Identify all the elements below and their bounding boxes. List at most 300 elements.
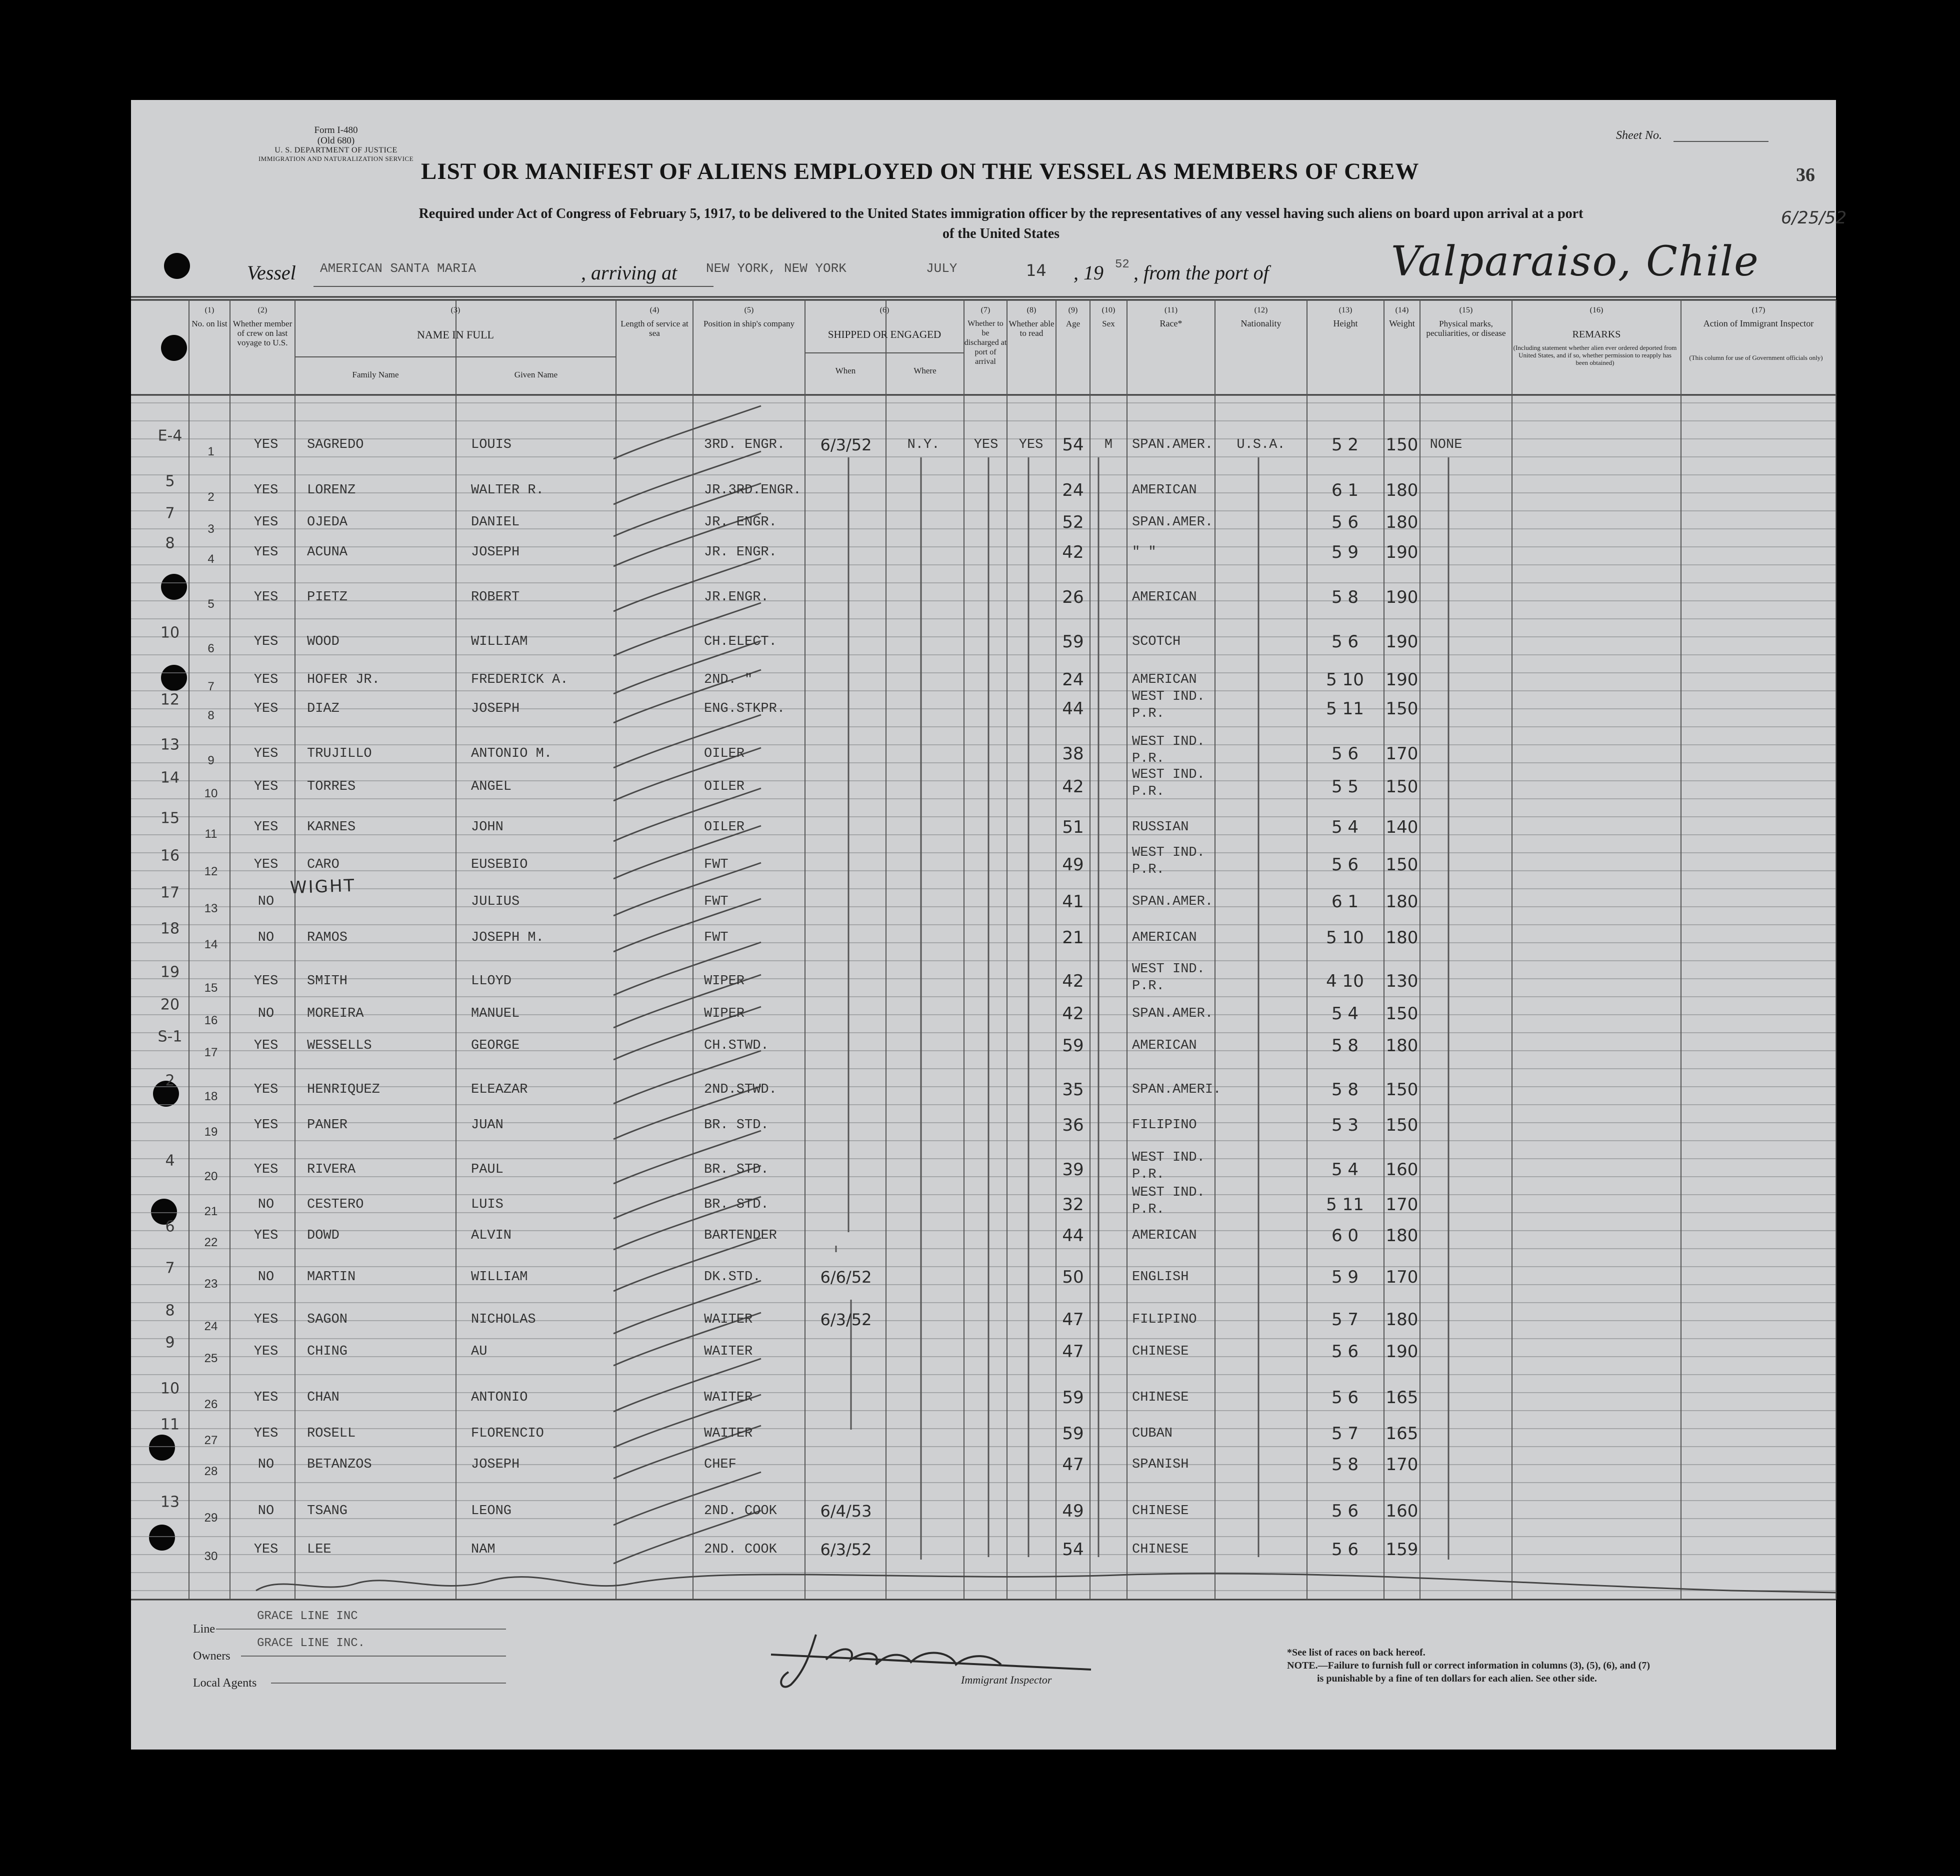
page-title: LIST OR MANIFEST OF ALIENS EMPLOYED ON THE VESSEL AS MEMBERS OF CREW xyxy=(421,158,1420,184)
vessel-label: Vessel xyxy=(247,261,296,284)
race: AMERICAN xyxy=(1132,672,1197,687)
race-line2: P.R. xyxy=(1132,784,1164,799)
age: 21 xyxy=(1062,928,1084,948)
given-name-header: Given Name xyxy=(514,370,558,379)
height: 5 6 xyxy=(1331,512,1359,532)
weight: 180 xyxy=(1386,480,1418,500)
when-header: When xyxy=(835,366,856,375)
race: CHINESE xyxy=(1132,1504,1189,1519)
shipped-when: 6/4/53 xyxy=(820,1502,872,1521)
row-number: 10 xyxy=(204,787,218,800)
inspector-note: (This column for use of Government officials only) xyxy=(1689,354,1823,361)
race: AMERICAN xyxy=(1132,1038,1197,1053)
previous-voyage: YES xyxy=(254,746,278,761)
given-name: FREDERICK A. xyxy=(471,672,568,687)
position: ENG.STKPR. xyxy=(704,701,786,716)
inspector-signature xyxy=(741,1625,1121,1695)
column-number: (4) xyxy=(650,306,660,314)
from-port: Valparaiso, Chile xyxy=(1391,238,1760,285)
family-name: SMITH xyxy=(307,974,348,989)
weight: 150 xyxy=(1386,1115,1418,1135)
manifest-sheet xyxy=(131,100,1847,1750)
position: JR. ENGR. xyxy=(704,545,777,560)
column-header xyxy=(1007,306,1056,338)
column-number: (6) xyxy=(880,306,890,314)
margin-number: 13 xyxy=(160,1493,180,1511)
row-number: 3 xyxy=(208,522,214,536)
age: 24 xyxy=(1062,670,1084,690)
height: 5 4 xyxy=(1331,1004,1359,1024)
column-number: (1) xyxy=(204,306,214,314)
previous-voyage: YES xyxy=(254,634,278,649)
height: 4 10 xyxy=(1326,971,1364,991)
race: AMERICAN xyxy=(1132,1228,1197,1243)
race: CHINESE xyxy=(1132,1344,1189,1359)
able-to-read: YES xyxy=(1018,437,1044,452)
family-name: HENRIQUEZ xyxy=(307,1082,380,1097)
row-number: 4 xyxy=(208,552,214,566)
race: AMERICAN xyxy=(1132,483,1197,498)
row-number: 7 xyxy=(208,680,214,693)
column-header xyxy=(295,306,616,339)
column-label: Weight xyxy=(1389,318,1415,328)
column-header xyxy=(189,306,230,328)
age: 44 xyxy=(1062,699,1084,719)
given-name: JOSEPH xyxy=(471,545,520,560)
family-name: SAGON xyxy=(307,1312,348,1327)
column-label: Height xyxy=(1333,318,1358,328)
column-header xyxy=(1090,306,1127,328)
family-name: PANER xyxy=(307,1118,348,1133)
row-number: 22 xyxy=(204,1236,218,1249)
previous-voyage: YES xyxy=(254,545,278,560)
given-name: ANGEL xyxy=(471,779,512,794)
service: IMMIGRATION AND NATURALIZATION SERVICE xyxy=(258,155,414,162)
position: WIPER xyxy=(704,1006,745,1021)
height: 5 8 xyxy=(1331,1036,1359,1056)
row-number: 2 xyxy=(208,490,214,504)
penalty-note-2: is punishable by a fine of ten dollars for each alien. See other side. xyxy=(1317,1673,1597,1684)
age: 59 xyxy=(1062,632,1084,652)
family-name: HOFER JR. xyxy=(307,672,380,687)
age: 54 xyxy=(1062,1540,1084,1560)
family-name: CHING xyxy=(307,1344,348,1359)
family-name: DIAZ xyxy=(307,701,340,716)
line-underline xyxy=(216,1629,506,1630)
race-line2: P.R. xyxy=(1132,1202,1164,1217)
column-number: (12) xyxy=(1254,306,1268,314)
position: 2ND. " xyxy=(704,672,753,687)
column-header xyxy=(1512,306,1681,339)
column-number: (5) xyxy=(744,306,754,314)
weight: 180 xyxy=(1386,928,1418,948)
column-header xyxy=(1127,306,1215,328)
race: SPAN.AMER. xyxy=(1132,437,1214,452)
weight: 190 xyxy=(1386,1342,1418,1362)
race: AMERICAN xyxy=(1132,930,1197,945)
family-name: CESTERO xyxy=(307,1197,364,1212)
height: 5 6 xyxy=(1331,632,1359,652)
penalty-note-1: NOTE.—Failure to furnish full or correct information in columns (3), (5), (6), and (7) xyxy=(1287,1660,1650,1671)
column-header xyxy=(964,306,1007,366)
height: 5 9 xyxy=(1331,542,1359,562)
previous-voyage: YES xyxy=(254,672,278,687)
age: 47 xyxy=(1062,1455,1084,1475)
weight: 160 xyxy=(1386,1160,1418,1180)
previous-voyage: YES xyxy=(254,1082,278,1097)
race-line2: P.R. xyxy=(1132,1167,1164,1182)
owners-value: GRACE LINE INC. xyxy=(257,1637,366,1650)
row-number: 9 xyxy=(208,754,214,767)
column-header xyxy=(230,306,295,347)
weight: 180 xyxy=(1386,892,1418,912)
column-label: REMARKS xyxy=(1572,329,1621,340)
given-name: ELEAZAR xyxy=(471,1082,528,1097)
given-name: JOHN xyxy=(471,820,504,835)
family-name: MARTIN xyxy=(307,1270,356,1285)
race: FILIPINO xyxy=(1132,1118,1197,1133)
margin-number: 16 xyxy=(160,847,180,865)
date-note: 6/25/52 xyxy=(1781,208,1847,228)
column-number: (10) xyxy=(1102,306,1116,314)
weight: 170 xyxy=(1386,1267,1418,1287)
margin-number: 13 xyxy=(160,736,180,754)
given-name: LEONG xyxy=(471,1504,512,1519)
height: 6 1 xyxy=(1331,480,1359,500)
shipped-when: 6/3/52 xyxy=(820,1540,872,1559)
given-name: MANUEL xyxy=(471,1006,520,1021)
age: 42 xyxy=(1062,971,1084,991)
previous-voyage: NO xyxy=(258,1197,274,1212)
margin-number: 10 xyxy=(160,624,180,642)
height: 5 10 xyxy=(1326,670,1364,690)
column-label: Length of service at sea xyxy=(620,319,688,338)
age: 59 xyxy=(1062,1388,1084,1408)
weight: 190 xyxy=(1386,542,1418,562)
weight: 140 xyxy=(1386,817,1418,837)
age: 52 xyxy=(1062,512,1084,532)
height: 5 4 xyxy=(1331,1160,1359,1180)
given-name: JOSEPH xyxy=(471,1457,520,1472)
position: BR. STD. xyxy=(704,1197,769,1212)
column-label: Age xyxy=(1066,319,1080,328)
column-header xyxy=(1056,306,1090,328)
age: 38 xyxy=(1062,744,1084,764)
margin-number: 20 xyxy=(160,996,180,1014)
column-label: NAME IN FULL xyxy=(417,328,494,341)
margin-number: 19 xyxy=(160,963,180,981)
margin-number: 11 xyxy=(160,1416,180,1434)
sheet-number-label: Sheet No. xyxy=(1616,129,1662,142)
race: CUBAN xyxy=(1132,1426,1173,1441)
margin-number: 18 xyxy=(160,920,180,938)
weight: 130 xyxy=(1386,971,1418,991)
column-label: Action of Immigrant Inspector xyxy=(1703,318,1814,328)
height: 6 1 xyxy=(1331,892,1359,912)
position: JR.ENGR. xyxy=(704,590,769,605)
position: BARTENDER xyxy=(704,1228,777,1243)
column-number: (16) xyxy=(1590,306,1604,314)
position: CHEF xyxy=(704,1457,736,1472)
column-number: (14) xyxy=(1395,306,1409,314)
family-name: RIVERA xyxy=(307,1162,356,1177)
position: 2ND.STWD. xyxy=(704,1082,777,1097)
margin-number: 8 xyxy=(165,1302,175,1320)
given-name: ALVIN xyxy=(471,1228,512,1243)
weight: 150 xyxy=(1386,435,1418,455)
family-name: WOOD xyxy=(307,634,340,649)
age: 59 xyxy=(1062,1424,1084,1444)
row-number: 14 xyxy=(204,938,218,951)
given-name: LOUIS xyxy=(471,437,512,452)
race: CHINESE xyxy=(1132,1542,1189,1557)
margin-number: 17 xyxy=(160,884,180,902)
age: 42 xyxy=(1062,777,1084,797)
weight: 150 xyxy=(1386,1004,1418,1024)
agents-underline xyxy=(271,1683,506,1684)
row-number: 30 xyxy=(204,1550,218,1563)
given-name: WILLIAM xyxy=(471,1270,528,1285)
given-name: AU xyxy=(471,1344,488,1359)
race: FILIPINO xyxy=(1132,1312,1197,1327)
margin-number: E-4 xyxy=(158,427,182,445)
race: SPAN.AMER. xyxy=(1132,1006,1214,1021)
given-name: JOSEPH M. xyxy=(471,930,544,945)
height: 5 11 xyxy=(1326,1195,1364,1215)
given-name: FLORENCIO xyxy=(471,1426,544,1441)
age: 32 xyxy=(1062,1195,1084,1215)
given-name: ANTONIO xyxy=(471,1390,528,1405)
race: SPAN.AMER. xyxy=(1132,515,1214,530)
weight: 170 xyxy=(1386,1195,1418,1215)
weight: 150 xyxy=(1386,699,1418,719)
race: WEST IND. xyxy=(1132,845,1205,860)
race-note: *See list of races on back hereof. xyxy=(1287,1647,1426,1658)
age: 41 xyxy=(1062,892,1084,912)
given-name: DANIEL xyxy=(471,515,520,530)
height: 5 8 xyxy=(1331,587,1359,607)
column-header xyxy=(1215,306,1307,328)
height: 5 6 xyxy=(1331,1342,1359,1362)
column-label: Physical marks, peculiarities, or disease xyxy=(1426,319,1506,338)
previous-voyage: YES xyxy=(254,701,278,716)
row-number: 26 xyxy=(204,1398,218,1411)
age: 36 xyxy=(1062,1115,1084,1135)
column-label: Nationality xyxy=(1240,318,1282,328)
column-number: (17) xyxy=(1752,306,1766,314)
race: ENGLISH xyxy=(1132,1270,1189,1285)
given-name: JULIUS xyxy=(471,894,520,909)
margin-number: 15 xyxy=(160,809,180,827)
owners-underline xyxy=(241,1656,506,1657)
row-number: 11 xyxy=(204,827,218,841)
previous-voyage: YES xyxy=(254,515,278,530)
height: 5 6 xyxy=(1331,855,1359,875)
race-line2: P.R. xyxy=(1132,751,1164,766)
row-number: 1 xyxy=(208,445,214,458)
family-name: KARNES xyxy=(307,820,356,835)
race-line2: P.R. xyxy=(1132,979,1164,994)
page-number: 36 xyxy=(1796,164,1815,185)
weight: 180 xyxy=(1386,512,1418,532)
previous-voyage: NO xyxy=(258,930,274,945)
given-name: GEORGE xyxy=(471,1038,520,1053)
previous-voyage: NO xyxy=(258,1006,274,1021)
weight: 150 xyxy=(1386,1080,1418,1100)
race: WEST IND. xyxy=(1132,1185,1205,1200)
previous-voyage: YES xyxy=(254,820,278,835)
column-number: (8) xyxy=(1026,306,1036,314)
position: WAITER xyxy=(704,1344,753,1359)
row-number: 12 xyxy=(204,865,218,878)
age: 49 xyxy=(1062,1501,1084,1521)
margin-number: 2 xyxy=(165,1072,175,1090)
row-number: 23 xyxy=(204,1277,218,1291)
race: SCOTCH xyxy=(1132,634,1181,649)
height: 5 10 xyxy=(1326,928,1364,948)
column-header xyxy=(1384,306,1420,328)
row-number: 18 xyxy=(204,1090,218,1103)
column-number: (3) xyxy=(450,306,460,314)
family-name: PIETZ xyxy=(307,590,348,605)
shipped-when: 6/3/52 xyxy=(820,435,872,454)
column-label: No. on list xyxy=(192,319,228,328)
previous-voyage: NO xyxy=(258,1270,274,1285)
position: DK.STD. xyxy=(704,1270,761,1285)
previous-voyage: YES xyxy=(254,1390,278,1405)
race: WEST IND. xyxy=(1132,734,1205,749)
height: 5 6 xyxy=(1331,744,1359,764)
row-number: 8 xyxy=(208,709,214,722)
previous-voyage: YES xyxy=(254,1118,278,1133)
position: JR. ENGR. xyxy=(704,515,777,530)
given-name: JOSEPH xyxy=(471,701,520,716)
family-name: CHAN xyxy=(307,1390,340,1405)
subtitle: Required under Act of Congress of February 5, 1917, to be delivered to the United States immigration officer by the representatives of any vessel having such aliens on board upon arrival at a port of the United States xyxy=(418,206,1584,241)
race: SPANISH xyxy=(1132,1457,1189,1472)
previous-voyage: YES xyxy=(254,1228,278,1243)
remarks-note: (Including statement whether alien ever ordered deported from United States, and if so, whether permission to reapply has been obtained) xyxy=(1513,344,1677,366)
age: 49 xyxy=(1062,855,1084,875)
previous-voyage: YES xyxy=(254,1344,278,1359)
age: 51 xyxy=(1062,817,1084,837)
given-name: NAM xyxy=(471,1542,496,1557)
height: 5 6 xyxy=(1331,1540,1359,1560)
column-label: Whether to be discharged at port of arrival xyxy=(964,319,1007,366)
age: 47 xyxy=(1062,1310,1084,1330)
column-label: Whether able to read xyxy=(1008,319,1054,338)
position: WAITER xyxy=(704,1390,753,1405)
family-name: OJEDA xyxy=(307,515,348,530)
position: FWT xyxy=(704,894,728,909)
margin-number: 12 xyxy=(160,691,180,709)
family-name: MOREIRA xyxy=(307,1006,364,1021)
age: 42 xyxy=(1062,542,1084,562)
old-form-number: (Old 680) xyxy=(317,135,355,146)
family-name: WESSELLS xyxy=(307,1038,372,1053)
weight: 180 xyxy=(1386,1226,1418,1246)
weight: 150 xyxy=(1386,777,1418,797)
from-port-label: , from the port of xyxy=(1134,261,1269,284)
race-line2: P.R. xyxy=(1132,862,1164,877)
given-name: WILLIAM xyxy=(471,634,528,649)
weight: 190 xyxy=(1386,670,1418,690)
column-number: (9) xyxy=(1068,306,1078,314)
age: 44 xyxy=(1062,1226,1084,1246)
position: FWT xyxy=(704,930,728,945)
discharged: YES xyxy=(974,437,998,452)
column-header xyxy=(805,306,964,339)
margin-number: 10 xyxy=(160,1380,180,1398)
race: AMERICAN xyxy=(1132,590,1197,605)
height: 5 8 xyxy=(1331,1455,1359,1475)
department: U. S. DEPARTMENT OF JUSTICE xyxy=(274,146,398,154)
height: 5 7 xyxy=(1331,1424,1359,1444)
margin-number: 7 xyxy=(165,1259,175,1277)
height: 5 3 xyxy=(1331,1115,1359,1135)
position: CH.ELECT. xyxy=(704,634,777,649)
column-label: Race* xyxy=(1160,318,1182,328)
height: 5 7 xyxy=(1331,1310,1359,1330)
previous-voyage: YES xyxy=(254,1312,278,1327)
row-number: 6 xyxy=(208,642,214,655)
given-name: LLOYD xyxy=(471,974,512,989)
given-name: JUAN xyxy=(471,1118,504,1133)
previous-voyage: YES xyxy=(254,857,278,872)
arrival-month: JULY xyxy=(926,261,958,276)
age: 42 xyxy=(1062,1004,1084,1024)
height: 5 6 xyxy=(1331,1501,1359,1521)
row-number: 13 xyxy=(204,902,218,915)
previous-voyage: NO xyxy=(258,1457,274,1472)
shipped-where: N.Y. xyxy=(907,437,940,452)
row-number: 17 xyxy=(204,1046,218,1059)
height: 5 11 xyxy=(1326,699,1364,719)
previous-voyage: YES xyxy=(254,1162,278,1177)
previous-voyage: YES xyxy=(254,590,278,605)
race: SPAN.AMERI. xyxy=(1132,1082,1222,1097)
owners-label: Owners xyxy=(193,1650,230,1663)
position: 2ND. COOK xyxy=(704,1542,777,1557)
previous-voyage: YES xyxy=(254,779,278,794)
weight: 159 xyxy=(1386,1540,1418,1560)
weight: 180 xyxy=(1386,1310,1418,1330)
line-label: Line xyxy=(193,1623,215,1636)
given-name: LUIS xyxy=(471,1197,504,1212)
vessel-name: AMERICAN SANTA MARIA xyxy=(320,261,476,276)
arrival-port: NEW YORK, NEW YORK xyxy=(706,261,846,276)
family-name: TRUJILLO xyxy=(307,746,372,761)
family-name: TORRES xyxy=(307,779,356,794)
physical-marks: NONE xyxy=(1430,437,1462,452)
inspector-label: Immigrant Inspector xyxy=(961,1674,1052,1686)
height: 5 9 xyxy=(1331,1267,1359,1287)
margin-number: 14 xyxy=(160,769,180,787)
row-number: 19 xyxy=(204,1125,218,1139)
given-name: ROBERT xyxy=(471,590,520,605)
column-number: (11) xyxy=(1164,306,1178,314)
position: 2ND. COOK xyxy=(704,1504,777,1519)
row-number: 15 xyxy=(204,981,218,995)
weight: 190 xyxy=(1386,587,1418,607)
row-number: 21 xyxy=(204,1205,218,1218)
position: WAITER xyxy=(704,1426,753,1441)
form-number: Form I-480 xyxy=(314,125,358,135)
column-label: Whether member of crew on last voyage to U.S. xyxy=(232,319,292,347)
family-name-header: Family Name xyxy=(352,370,399,379)
position: WAITER xyxy=(704,1312,753,1327)
margin-number: 5 xyxy=(165,472,175,490)
